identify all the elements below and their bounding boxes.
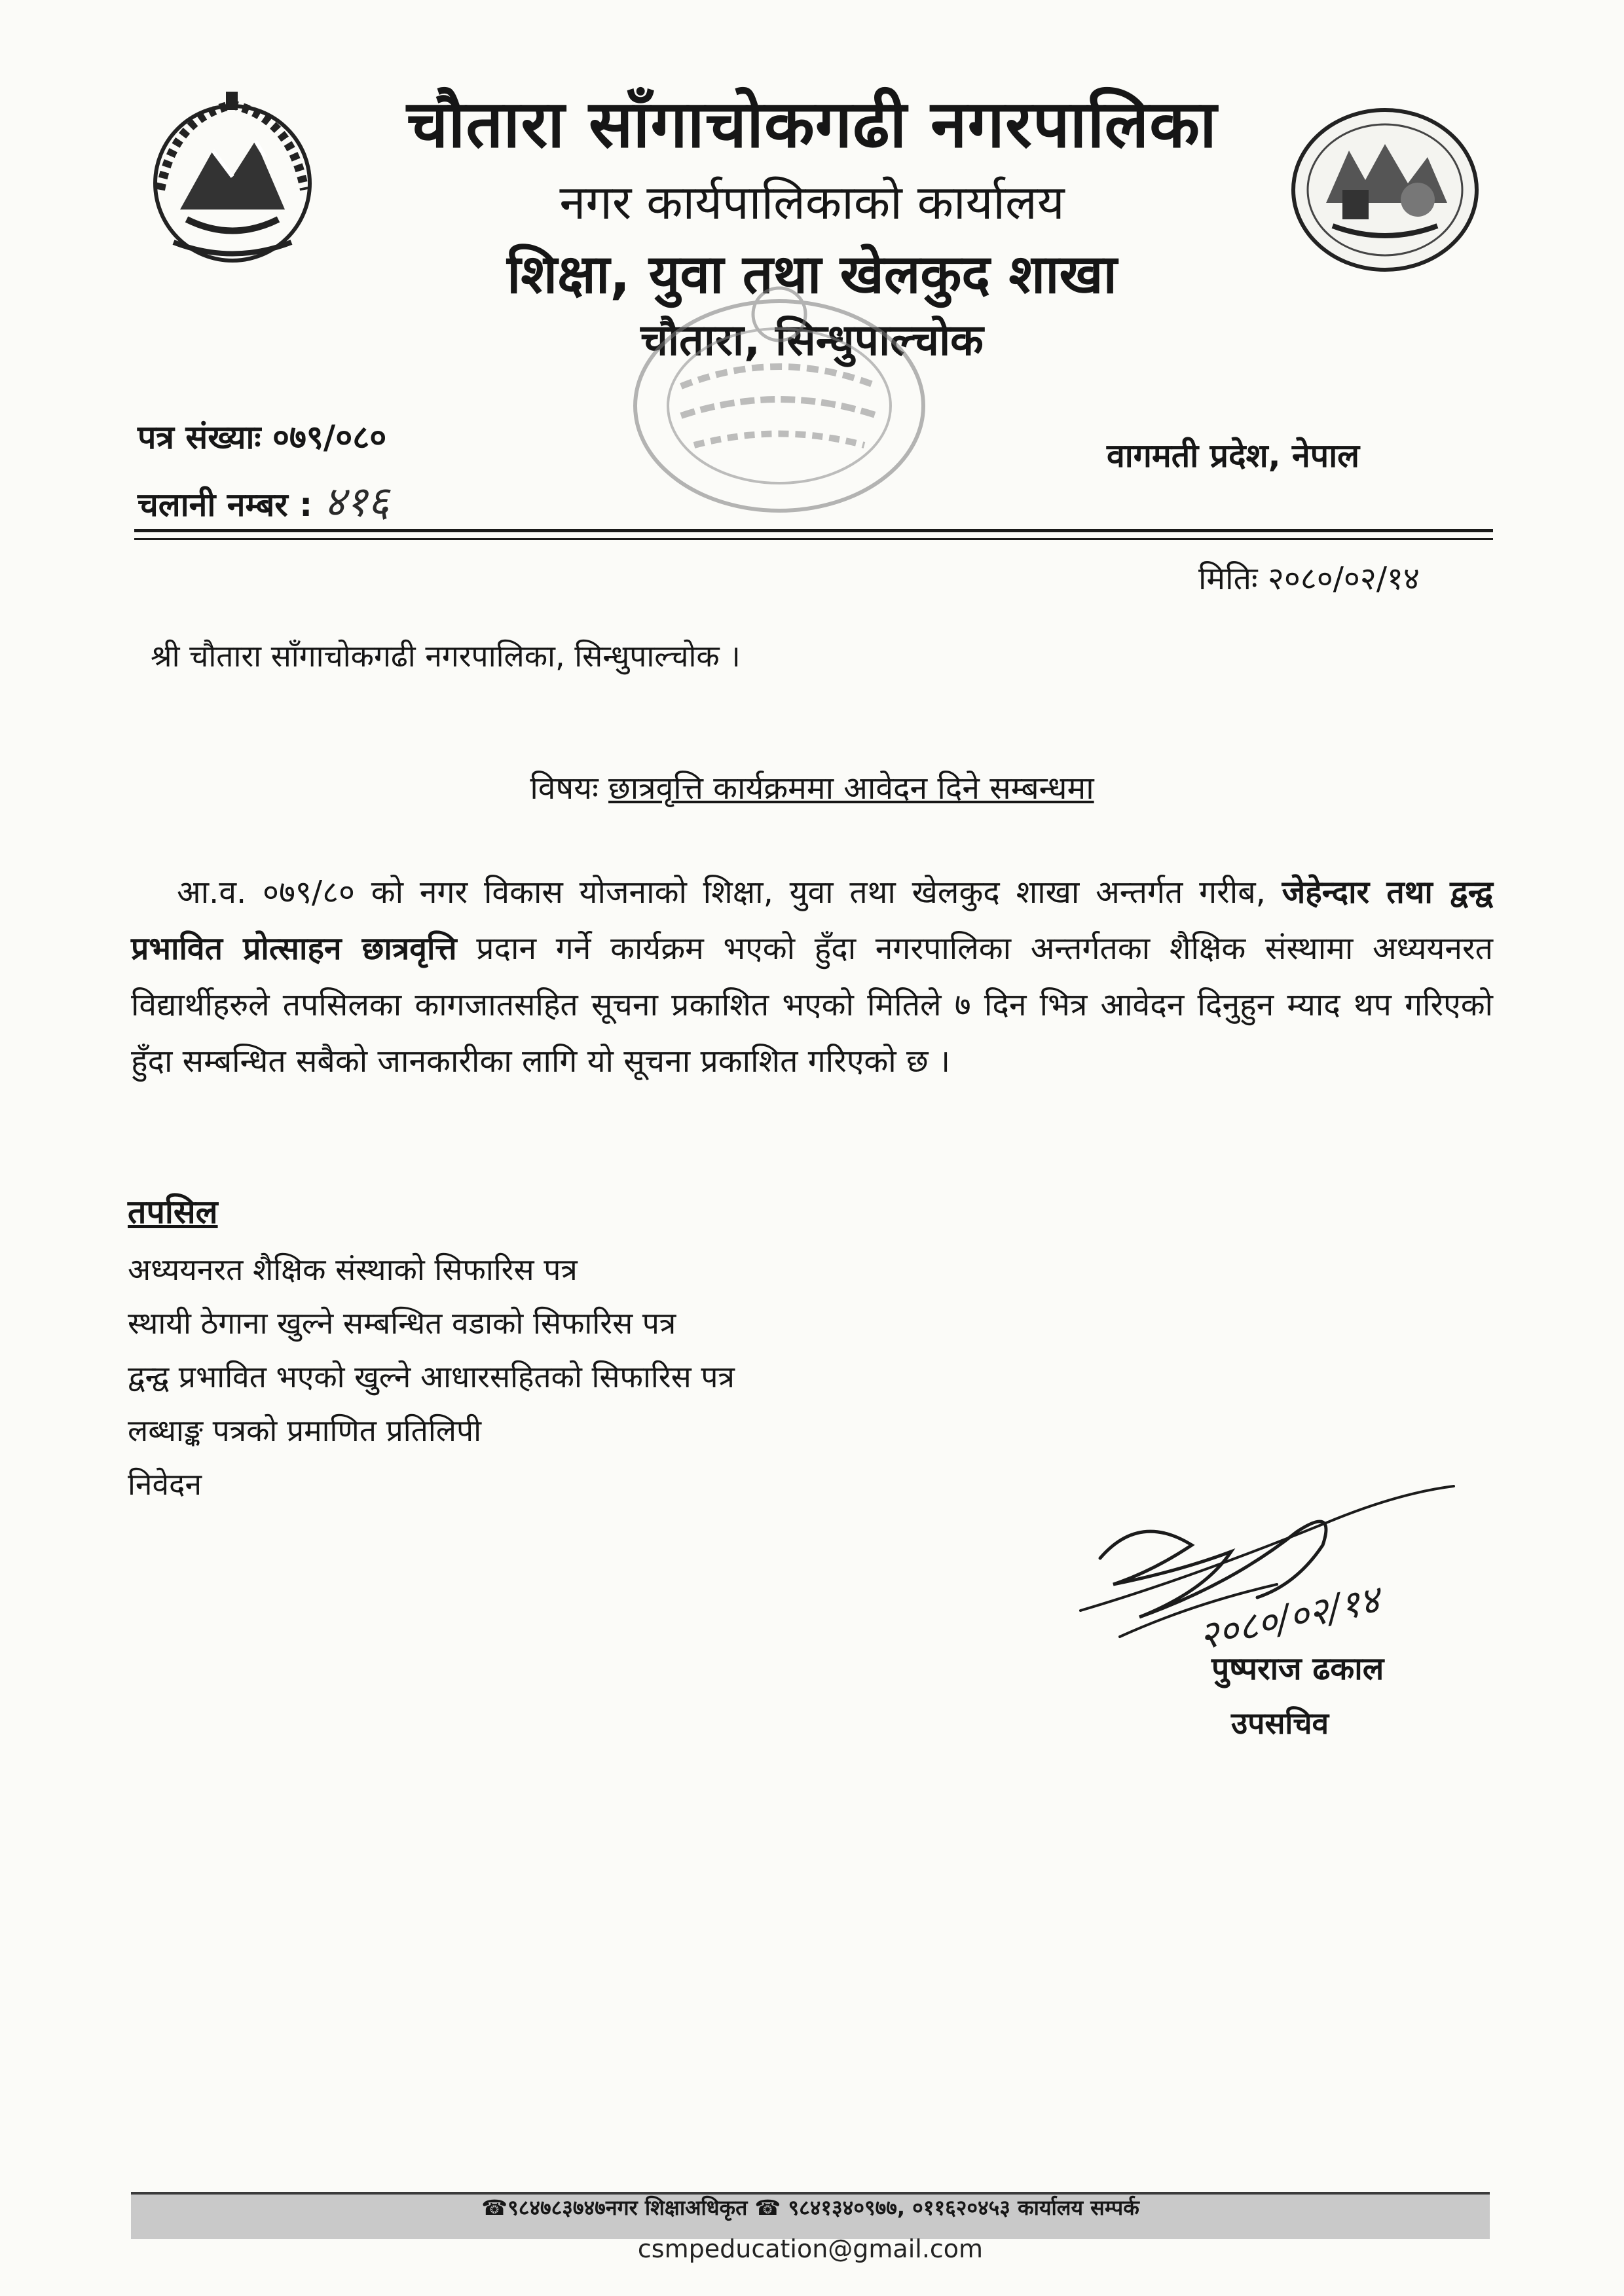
list-item: निवेदन	[128, 1467, 202, 1502]
list-item: स्थायी ठेगाना खुल्ने सम्बन्धित वडाको सिफारिस पत्र	[128, 1305, 676, 1341]
chalani-number	[138, 471, 389, 528]
letter-date	[1198, 556, 1420, 599]
footer-contact: ☎९८४७८३७४७नगर शिक्षाअधिकृत ☎ ९८४१३४०९७७, ०११६२०४५३ कार्यालय सम्पर्क	[481, 2195, 1139, 2220]
body-paragraph	[131, 864, 1493, 1089]
tapasil-list	[128, 1243, 735, 1511]
municipality-logo-icon	[1287, 105, 1483, 275]
header-divider-thin	[134, 538, 1493, 540]
header-divider	[134, 529, 1493, 532]
ref-number	[138, 414, 386, 458]
date-value: २०८०/०२/१४	[1267, 560, 1420, 597]
subject-label: विषयः	[530, 770, 599, 807]
body-bold-scheme: जेहेन्दार तथा द्वन्द्व प्रभावित प्रोत्साहन छात्रवृत्ति	[131, 874, 1494, 967]
org-name: चौतारा साँगाचोकगढी नगरपालिका	[407, 86, 1217, 162]
subject-text: छात्रवृत्ति कार्यक्रममा आवेदन दिने सम्बन्धमा	[608, 770, 1094, 807]
footer-email: csmpeducation@gmail.com	[637, 2234, 984, 2263]
body-part2: प्रदान गर्ने कार्यक्रम भएको हुँदा नगरपालिका अन्तर्गतका शैक्षिक संस्थामा अध्ययनरत विद्यार्थीहरुले तपसिलका कागजातसहित सूचना प्रकाशित भएको मितिले ७ दिन भित्र आवेदन दिनुहुन म्याद थप गरिएको हुँदा सम्बन्धित सबैको जानकारीका लागि यो सूचना प्रकाशित गरिएको छ ।	[131, 930, 1493, 1080]
office-name: नगर कार्यपालिकाको कार्यालय	[559, 175, 1065, 230]
signer-title: उपसचिव	[1231, 1705, 1329, 1741]
section-name: शिक्षा, युवा तथा खेलकुद शाखा	[507, 244, 1117, 306]
province: वागमती प्रदेश, नेपाल	[1107, 437, 1360, 475]
location: चौतारा, सिन्धुपाल्चोक	[640, 315, 984, 365]
ref-value: ०७९/०८०	[272, 418, 387, 456]
chalani-value: ४१६	[323, 478, 390, 526]
recipient: श्री चौतारा साँगाचोकगढी नगरपालिका, सिन्धुपाल्चोक ।	[151, 638, 741, 674]
list-item: अध्ययनरत शैक्षिक संस्थाको सिफारिस पत्र	[128, 1252, 578, 1287]
signature-date: २०८०/०२/१४	[1194, 1576, 1384, 1659]
ref-label: पत्र संख्याः	[138, 418, 261, 456]
date-label: मितिः	[1198, 560, 1258, 597]
list-item: लब्धाङ्क पत्रको प्रमाणित प्रतिलिपी	[128, 1413, 482, 1448]
chalani-label: चलानी नम्बर :	[138, 486, 313, 524]
tapasil-heading: तपसिल	[128, 1193, 218, 1231]
office-stamp-icon	[609, 275, 950, 524]
body-part1: आ.व. ०७९/८० को नगर विकास योजनाको शिक्षा, युवा तथा खेलकुद शाखा अन्तर्गत गरीब,	[177, 874, 1282, 911]
signer-name: पुष्पराज ढकाल	[1211, 1650, 1384, 1687]
list-item: द्वन्द्व प्रभावित भएको खुल्ने आधारसहितको सिफारिस पत्र	[128, 1359, 735, 1394]
subject-line	[131, 766, 1493, 809]
